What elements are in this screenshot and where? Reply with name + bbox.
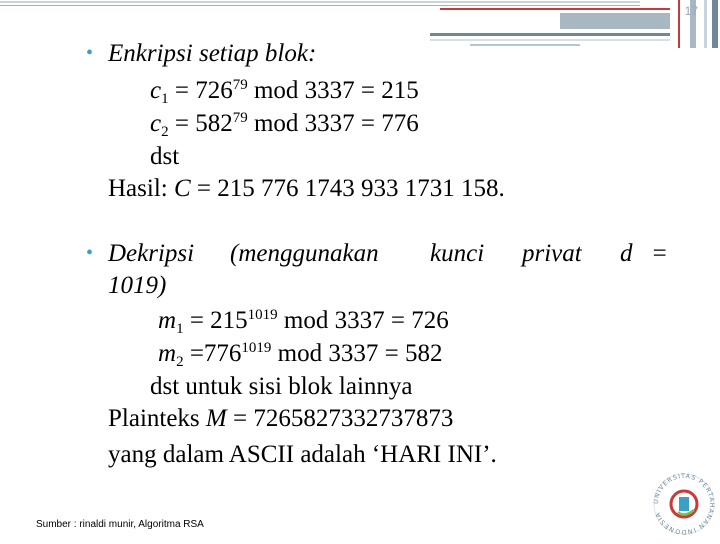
bullet-dot: • <box>86 242 94 264</box>
university-logo <box>648 468 720 540</box>
plaintext-result: Plainteks M = 7265827332737873 <box>108 405 454 432</box>
slide-content: • Enkripsi setiap blok: $c_1 = 726^{79}$ mod 3337 = 215 $c_2 = 582^{79}$ mod 3337 = 776 dst Hasil: C = 215 776 1743 933 1731 158. • Dekripsi (menggunakan kunci privat d = 1019) $m_1 = 215^{1019}$ mod 3337 = 726 $m_2 =776^{1019}$ mod 3337 = 582 dst untuk sisi blok lainnya Plainteks M = 7265827332737873 yang dalam ASCII adalah ‘HARI INI’. <box>86 40 668 468</box>
encryption-dst: dst <box>150 143 180 170</box>
decryption-dst: dst untuk sisi blok lainnya <box>150 373 413 400</box>
cipher-c1: $c_1 = 726^{79}$ mod 3337 = 215 <box>150 77 419 107</box>
slide-number: 17 <box>684 4 698 18</box>
source-footer: Sumber : rinaldi munir, Algoritma RSA <box>36 519 204 530</box>
encryption-heading: Enkripsi setiap blok: <box>108 40 317 67</box>
ascii-result: yang dalam ASCII adalah ‘HARI INI’. <box>108 441 497 468</box>
decryption-heading-cont: 1019) <box>108 272 167 299</box>
cipher-result: Hasil: C = 215 776 1743 933 1731 158. <box>108 175 505 202</box>
svg-text:UNIVERSITAS PERTAHANAN INDONES: UNIVERSITAS PERTAHANAN INDONESIA <box>652 472 716 536</box>
cipher-c2: $c_2 = 582^{79}$ mod 3337 = 776 <box>150 110 419 140</box>
plain-m1: $m_1 = 215^{1019}$ mod 3337 = 726 <box>158 307 449 337</box>
bullet-dot: • <box>86 42 94 64</box>
university-seal-icon <box>648 468 720 540</box>
plain-m2: $m_2 =776^{1019}$ mod 3337 = 582 <box>158 340 443 370</box>
